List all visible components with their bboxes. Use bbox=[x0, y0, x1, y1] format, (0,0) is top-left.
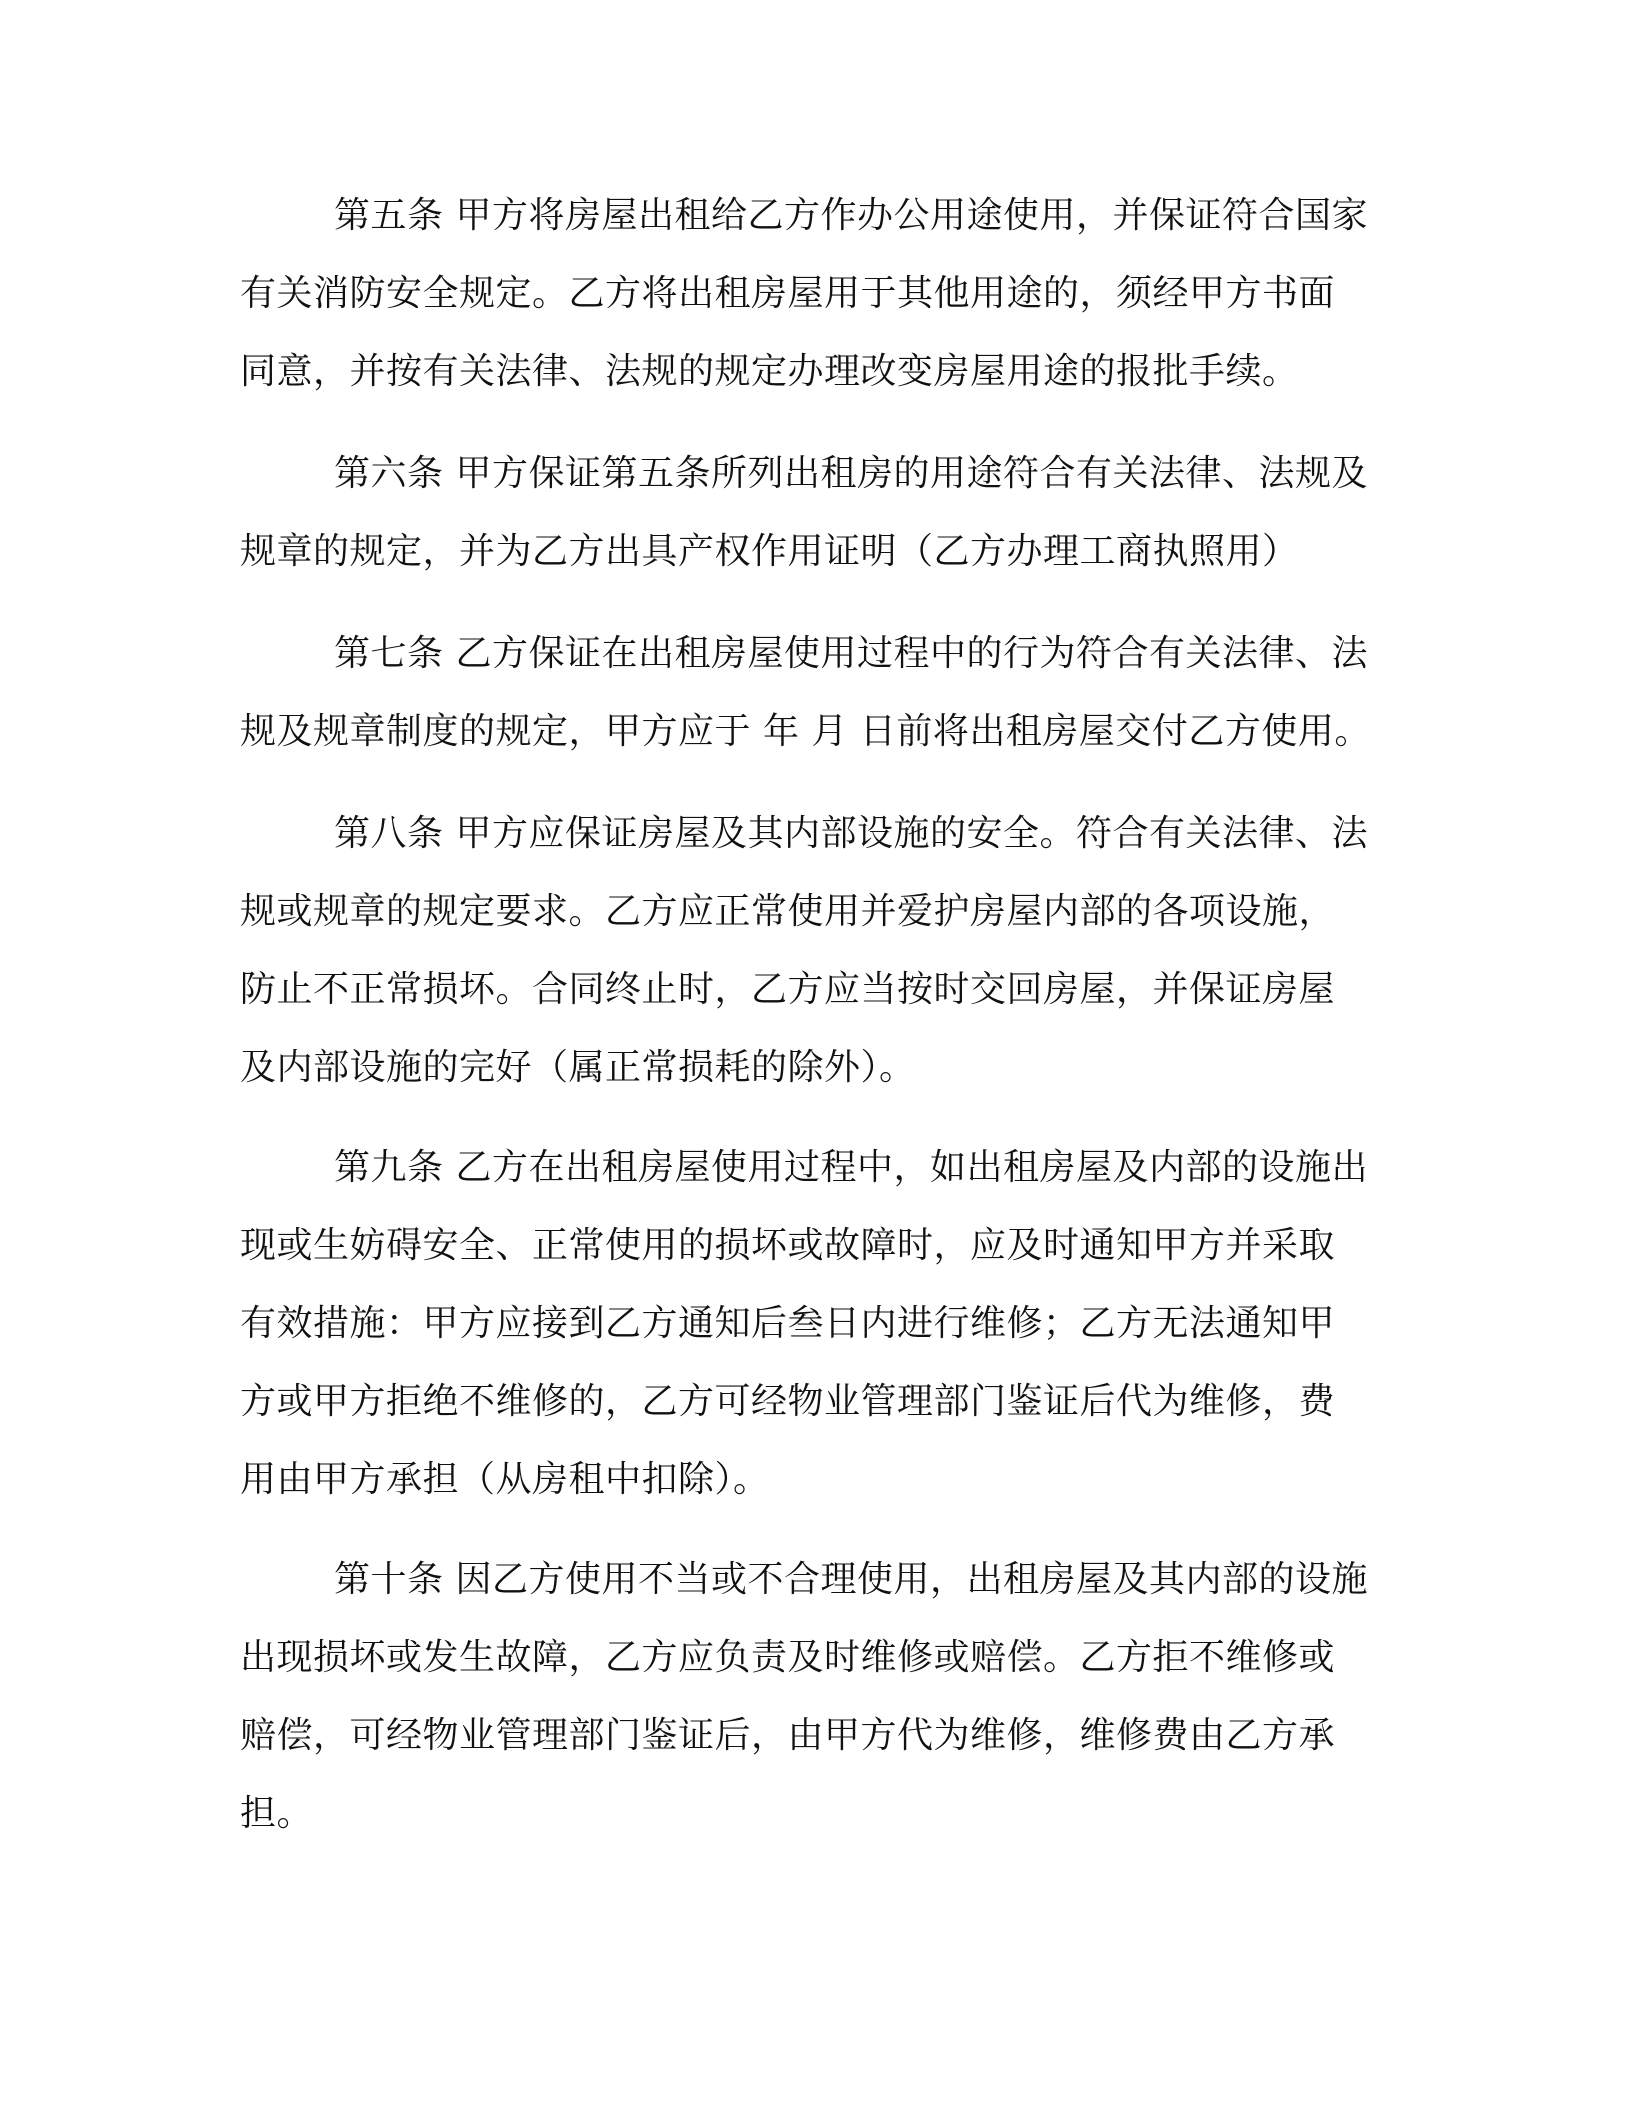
article-6-line-2: 规章的规定，并为乙方出具产权作用证明（乙方办理工商执照用） bbox=[240, 531, 1299, 572]
article-8-line-4: 及内部设施的完好（属正常损耗的除外）。 bbox=[240, 1047, 916, 1088]
article-9-line-5: 用由甲方承担（从房租中扣除）。 bbox=[240, 1459, 770, 1500]
article-9-line-2: 现或生妨碍安全、正常使用的损坏或故障时，应及时通知甲方并采取 bbox=[240, 1225, 1336, 1266]
article-5-line-1: 第五条 甲方将房屋出租给乙方作办公用途使用，并保证符合国家 bbox=[334, 195, 1368, 236]
article-7-line-1: 第七条 乙方保证在出租房屋使用过程中的行为符合有关法律、法 bbox=[334, 633, 1368, 674]
article-10-line-3: 赔偿，可经物业管理部门鉴证后，由甲方代为维修，维修费由乙方承 bbox=[240, 1715, 1336, 1756]
article-8-line-3: 防止不正常损坏。合同终止时，乙方应当按时交回房屋，并保证房屋 bbox=[240, 969, 1336, 1010]
article-6-line-1: 第六条 甲方保证第五条所列出租房的用途符合有关法律、法规及 bbox=[334, 453, 1368, 494]
article-5-line-2: 有关消防安全规定。乙方将出租房屋用于其他用途的，须经甲方书面 bbox=[240, 273, 1336, 314]
article-5-line-3: 同意，并按有关法律、法规的规定办理改变房屋用途的报批手续。 bbox=[240, 351, 1299, 392]
article-10-line-2: 出现损坏或发生故障，乙方应负责及时维修或赔偿。乙方拒不维修或 bbox=[240, 1637, 1336, 1678]
article-9-line-1: 第九条 乙方在出租房屋使用过程中，如出租房屋及内部的设施出 bbox=[334, 1147, 1368, 1188]
article-10-line-4: 担。 bbox=[240, 1793, 314, 1834]
article-9-line-4: 方或甲方拒绝不维修的，乙方可经物业管理部门鉴证后代为维修，费 bbox=[240, 1381, 1336, 1422]
article-8-line-2: 规或规章的规定要求。乙方应正常使用并爱护房屋内部的各项设施， bbox=[240, 891, 1336, 932]
article-9-line-3: 有效措施：甲方应接到乙方通知后叁日内进行维修；乙方无法通知甲 bbox=[240, 1303, 1336, 1344]
article-7-line-2: 规及规章制度的规定，甲方应于 年 月 日前将出租房屋交付乙方使用。 bbox=[240, 711, 1371, 752]
article-8-line-1: 第八条 甲方应保证房屋及其内部设施的安全。符合有关法律、法 bbox=[334, 813, 1368, 854]
article-10-line-1: 第十条 因乙方使用不当或不合理使用，出租房屋及其内部的设施 bbox=[334, 1559, 1368, 1600]
